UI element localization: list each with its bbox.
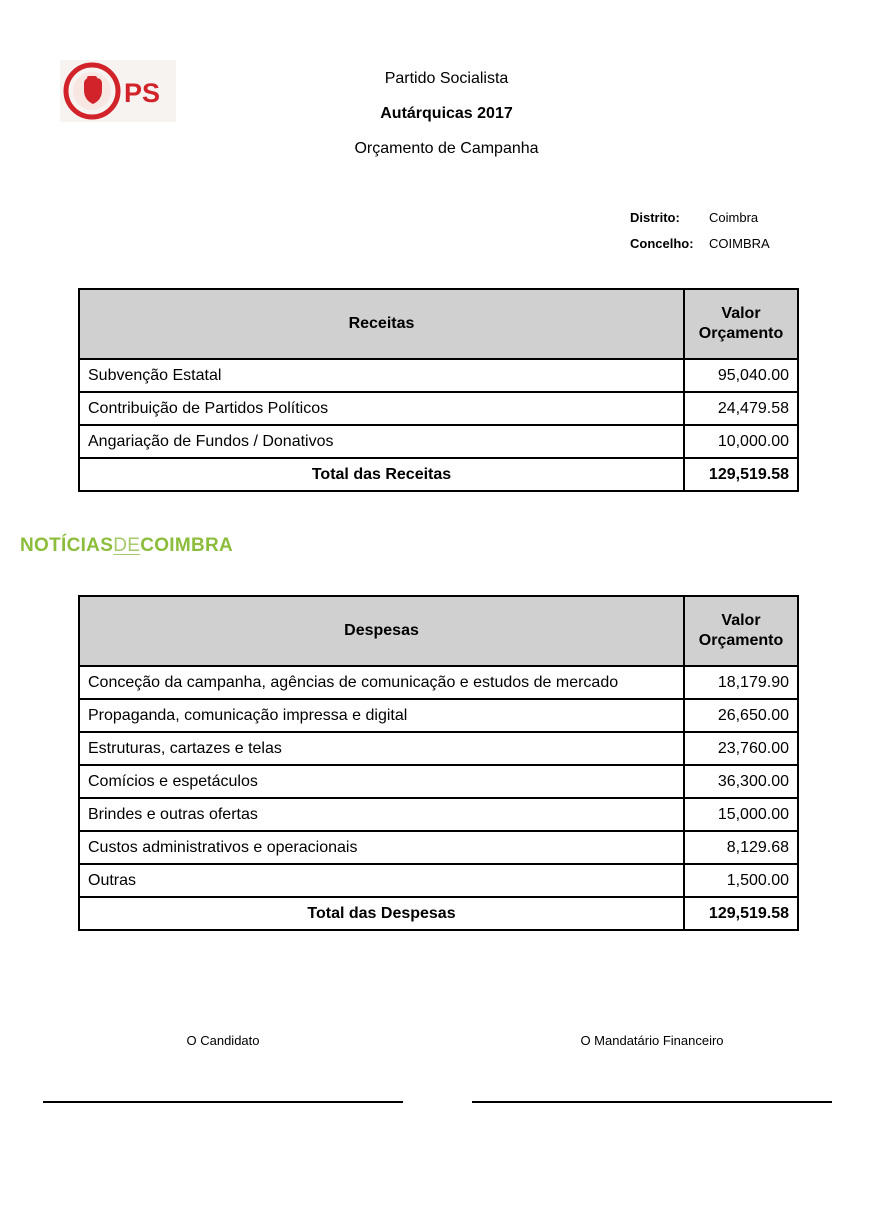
financial-agent-signature-line bbox=[472, 1101, 832, 1103]
total-despesas-value: 129,519.58 bbox=[684, 897, 798, 930]
row-label: Custos administrativos e operacionais bbox=[79, 831, 684, 864]
valor-header-line1: Valor bbox=[721, 612, 761, 629]
valor-header-line2: Orçamento bbox=[698, 325, 784, 342]
row-value: 10,000.00 bbox=[684, 425, 798, 458]
despesas-table bbox=[78, 595, 799, 931]
total-receitas-value: 129,519.58 bbox=[684, 458, 798, 491]
table-row bbox=[79, 864, 798, 897]
table-row bbox=[79, 699, 798, 732]
row-label: Propaganda, comunicação impressa e digital bbox=[79, 699, 684, 732]
row-label: Outras bbox=[79, 864, 684, 897]
row-value: 8,129.68 bbox=[684, 831, 798, 864]
district-label: Distrito: bbox=[630, 210, 680, 225]
party-name: Partido Socialista bbox=[384, 70, 509, 87]
row-value: 95,040.00 bbox=[684, 359, 798, 392]
table-row bbox=[79, 666, 798, 699]
receitas-table bbox=[78, 288, 799, 492]
table-row bbox=[79, 392, 798, 425]
valor-header-line1: Valor bbox=[721, 305, 761, 322]
table-row bbox=[79, 425, 798, 458]
candidate-signature-label: O Candidato bbox=[186, 1033, 260, 1048]
valor-orcamento-header bbox=[684, 596, 798, 666]
financial-agent-signature-label: O Mandatário Financeiro bbox=[580, 1033, 724, 1048]
total-row bbox=[79, 897, 798, 930]
watermark-part3: COIMBRA bbox=[140, 535, 234, 556]
candidate-signature-line bbox=[43, 1101, 403, 1103]
row-label: Contribuição de Partidos Políticos bbox=[79, 392, 684, 425]
table-row bbox=[79, 732, 798, 765]
row-value: 24,479.58 bbox=[684, 392, 798, 425]
row-label: Comícios e espetáculos bbox=[79, 765, 684, 798]
municipality-label: Concelho: bbox=[630, 236, 694, 251]
row-label: Estruturas, cartazes e telas bbox=[79, 732, 684, 765]
row-label: Conceção da campanha, agências de comunicação e estudos de mercado bbox=[79, 666, 684, 699]
table-row bbox=[79, 765, 798, 798]
table-row bbox=[79, 359, 798, 392]
row-value: 18,179.90 bbox=[684, 666, 798, 699]
row-label: Brindes e outras ofertas bbox=[79, 798, 684, 831]
document-title: Orçamento de Campanha bbox=[354, 140, 539, 157]
total-row bbox=[79, 458, 798, 491]
row-value: 1,500.00 bbox=[684, 864, 798, 897]
table-header-row bbox=[79, 289, 798, 359]
valor-orcamento-header bbox=[684, 289, 798, 359]
municipality-value: COIMBRA bbox=[709, 236, 770, 251]
table-row bbox=[79, 798, 798, 831]
table-header-row bbox=[79, 596, 798, 666]
total-despesas-label: Total das Despesas bbox=[79, 897, 684, 930]
row-value: 26,650.00 bbox=[684, 699, 798, 732]
row-value: 15,000.00 bbox=[684, 798, 798, 831]
district-value: Coimbra bbox=[709, 210, 759, 225]
total-receitas-label: Total das Receitas bbox=[79, 458, 684, 491]
valor-header-line2: Orçamento bbox=[698, 632, 784, 649]
election-title: Autárquicas 2017 bbox=[380, 105, 513, 122]
row-label: Angariação de Fundos / Donativos bbox=[79, 425, 684, 458]
row-value: 36,300.00 bbox=[684, 765, 798, 798]
watermark-part2: DE bbox=[113, 535, 141, 556]
row-value: 23,760.00 bbox=[684, 732, 798, 765]
receitas-header: Receitas bbox=[79, 289, 684, 359]
row-label: Subvenção Estatal bbox=[79, 359, 684, 392]
despesas-header: Despesas bbox=[79, 596, 684, 666]
table-row bbox=[79, 831, 798, 864]
watermark-part1: NOTÍCIAS bbox=[20, 535, 114, 556]
noticias-de-coimbra-watermark bbox=[20, 535, 233, 557]
ps-abbreviation: PS bbox=[124, 78, 161, 108]
